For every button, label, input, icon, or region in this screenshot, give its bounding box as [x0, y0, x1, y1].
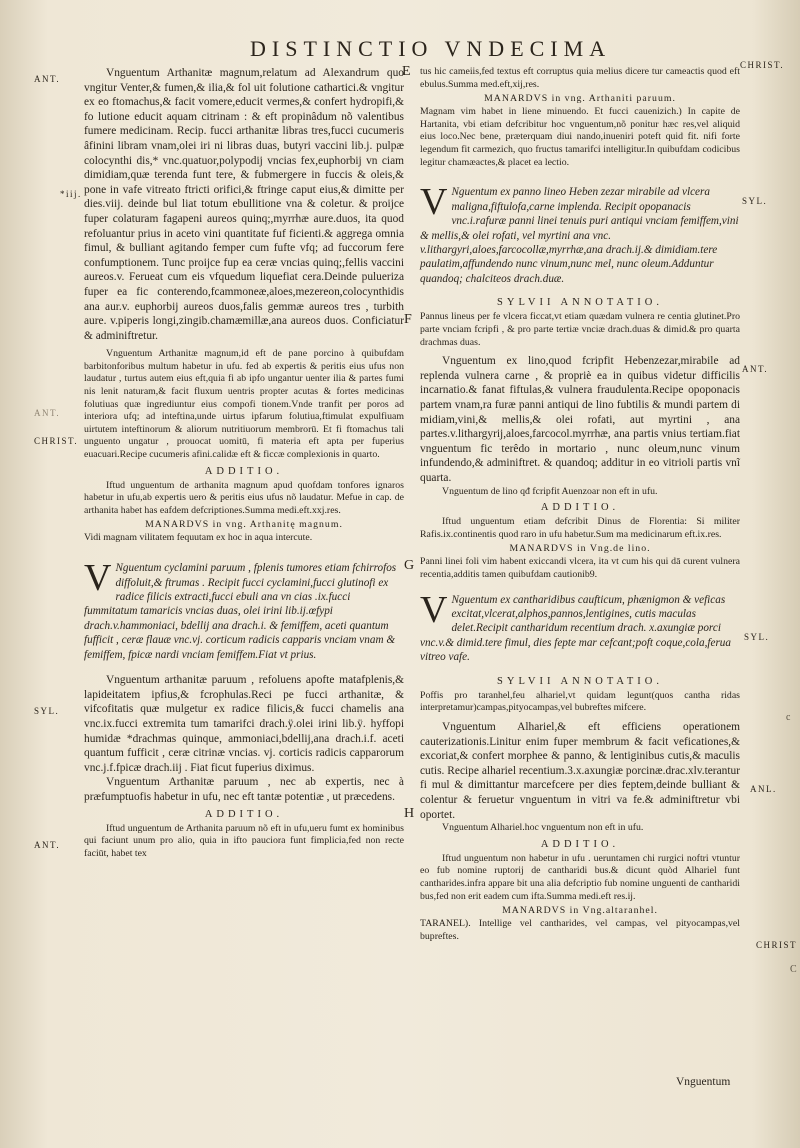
paragraph-arthanita-paruum-usu: Vnguentum Arthanitæ paruum , nec ab expertis, nec à præfumptuofis habetur in ufu, nec eft tantæ potentiæ , ut præcedens. — [84, 776, 404, 803]
paragraph-cantharidibus — [420, 588, 740, 665]
heading-manardus: MANARDVS in vng. Arthanitę magnum. — [145, 519, 343, 531]
margin-ant-right: ANT. — [742, 364, 769, 374]
heading-additio: ADDITIO. — [204, 465, 284, 477]
margin-syl-right: SYL. — [744, 632, 770, 642]
paragraph-christophorus: Vnguentum Arthanitæ magnum,id eft de pane porcino à quibufdam barbitonforibus multum habetur in ufu. fed ab expertis & peritis eius ufus non laudatur , turtus autem eius eft,quia fi ab ipfo ungantur uenter ilia & partes fumi nis lenit naturam,& facit fluxum uentris propter acutas & fortes medicinas folutiuas quæ ingrediuntur eius compofi tionem.Vnde tranfit per poros ad interiora ufq; ad inteftina,unde uirtus ipfarum folutiua,ftimulat expulfiuam uirtutem inteftinorum & aliorum nutritiuorum membrorū. Et fi ftomachus tali unguento ungatur , prouocat uomitū, fi materia eft apta per fuperius euacuari.Recipe cucumeris afini.calidæ eft & ficcæ complexionis in quarto. — [84, 348, 404, 461]
drop-cap-v: V — [420, 588, 448, 631]
paragraph-alhariel-usu: Vnguentum Alhariel.hoc vnguentum non eft in ufu. — [442, 822, 644, 834]
paragraph-heben — [420, 181, 740, 286]
heading-manardus: MANARDVS in Vng.de lino. — [509, 543, 651, 555]
heading-manardus: MANARDVS in Vng.altaranhel. — [502, 905, 658, 917]
cantharidibus-text: Nguentum ex cantharidibus caufticum, phænigmon & veficas excitat,vlcerat,alphos,pannos,lentigines, cutis maculas delet.Recipit cantharidum recentium drach. x.axungiæ porci vnc.v.& dimid.tere fimul, dies fepte mar cefcant;poft coque,cola,ferua vitreo vafe. — [420, 593, 731, 664]
margin-syl: SYL. — [34, 706, 60, 716]
margin-christ-right: CHRIST. — [740, 60, 785, 70]
catchword: Vnguentum — [676, 1076, 731, 1088]
paragraph-manardus-note: Panni linei foli vim habent exiccandi vlcera, ita vt cum his qui dā curent vulnera recentia,additis tamen quibufdam cautionib9. — [420, 556, 740, 580]
cyclamini-text: Nguentum cyclamini paruum , fplenis tumores etiam fchirrofos diffoluit,& ftrumas . Recipit fucci cyclamini,fucci glutinofi ex radice filicis extracti,fucci ebuli ana vn cias .ix.fucci fummitatum tamaricis vncias duas, olei irini lib.ij.œfypi drach.v.hammoniaci, bdellij ana drach.i. & femiffem, aceti quantum fufficit , ceræ flauæ vnc.vj. corticum radicis capparis vnciam vnam & femiffem, fpicæ nardi vnciam femiffem.Fiat vt prius. — [84, 562, 397, 661]
paragraph-cyclamini — [84, 557, 404, 662]
paragraph-additio: Iftud unguentum de Arthanita paruum nõ eft in ufu,ueru fumt ex hominibus qui faciunt unum pro alio, quia in ifto pauciora funt fimplicia,fed non recte faciūt, habet tex — [84, 822, 404, 859]
margin-christ-right: CHRIST — [756, 940, 798, 950]
paragraph-additio: Iftud unguentum etiam defcribit Dinus de Florentia: Si militer Rafis.ix.continentis quod raro in ufu habetur.Sum ma medicinarum eft.ix.res. — [420, 516, 740, 540]
paragraph-auenzoar: Vnguentum de lino qđ fcripfit Auenzoar non eft in ufu. — [442, 485, 658, 497]
heading-additio: ADDITIO. — [540, 502, 620, 514]
paragraph-additio: Iftud unguentum non habetur in ufu . ueruntamen chi rurgici noftri vtuntur eo fub nomine ruptorij de cantharidi bus.& dicunt quòd Alhariel funt cantharides.infra appare bit una alia defcriptio fub nomine unguenti de cantharidi bus,fed non erit eadem cum ifta.Summa medi.eft res.ij. — [420, 852, 740, 902]
drop-cap-v: V — [420, 181, 448, 224]
left-column — [84, 66, 404, 860]
margin-syl-right: SYL. — [742, 196, 768, 206]
paragraph-alhariel: Vnguentum Alhariel,& eft efficiens operationem cauterizationis.Linitur enim fuper membrum & facit veficationes,& excoriat,& confert morphee & panno, & lentiginibus cutis,& maculis cutis. Recipe alhariel recentium.3.x.axungiæ porcinæ.drac.xlv.terantur fi mul & dimittantur marcefcere per dies feptem,deinde bulliant & colentur & feruetur vnguentum in vitri va fe.& adminiftretur vbi oportet. — [420, 721, 740, 821]
paragraph-arthanita-paruum: Vnguentum arthanitæ paruum , refoluens apofte matafplenis,& lapideitatem ipfius,& fcrophulas.Reci pe fucci arthanitæ, & vifcofitatis quæ mulgetur ex radice filicis,& fucci chamelis ana vnc.ix.fucci extremita tum tamarifci drach.ÿ.olei irini lib.ÿ. hyffopi humidæ *drachmas quinque, ammoniaci,bdellij,ana drach.i.f. aceti quantum fufficit , ceræ citrinæ vncias. vj. corticis radicis capparorum vnc.j.f.fpicæ drach.iij . Fiat ficut fuperius diximus. — [84, 674, 404, 774]
signature-mark-f: F — [404, 312, 412, 327]
heading-sylvii: SYLVII ANNOTATIO. — [497, 675, 663, 687]
drop-cap-v: V — [84, 557, 112, 600]
paragraph-sylvii: Poffis pro taranhel,feu alhariel,vt quidam legunt(quos cantha ridas interpretamur)campas,pityocampas,vel bubreftes mifcere. — [420, 689, 740, 714]
signature-mark-e: E — [402, 64, 411, 79]
heading-additio: ADDITIO. — [204, 808, 284, 820]
edge-letter: C — [790, 964, 797, 975]
margin-ant: ANT. — [34, 840, 61, 850]
paragraph-taranel: TARANEL). Intellige vel cantharides, vel campas, vel pityocampas,vel bupreftes. — [420, 918, 740, 942]
heading-sylvii: SYLVII ANNOTATIO. — [497, 297, 663, 309]
signature-mark-g: G — [404, 558, 415, 573]
heben-text: Nguentum ex panno lineo Heben zezar mirabile ad vlcera maligna,fiftulofa,carne implenda. Recipit opopanacis vnc.i.rafuræ panni linei tenuis puri antiqui vnciam femiffem,vini & mellis,& olei rofati, vel myrtini ana vnc. v.lithargyri,aloes,farcocollæ,myrrhæ,ana drach.ij.& dimidiam.tere paulatim,affundendo nunc vinum,nunc mel, nunc oleum.Adduntur quandoq; chalciteos drach.duæ. — [420, 186, 739, 285]
paragraph-manardus-note: Magnam vim habet in liene minuendo. Et fucci cauenizich.) In capite de Hartanita, vbi etiam defcribitur hoc vnguentum,nõ ponitur hæc res,vel aliquid eius loco.Nec bene, præterquam diui nando,inueniri poteft quid fit. nifi forte legendum fit carmezich, quo fructus tamarifci intelligitur.In quibufdam codicibus legitur chamæactes,& placet ea lectio. — [420, 106, 740, 168]
paragraph-continuation: tus hic cameiis,fed textus eft corruptus quia melius dicere tur cameactis quod eft ebulus.Summa med.eft,xij,res. — [420, 66, 740, 90]
heading-manardus: MANARDVS in vng. Arthaniti paruum. — [484, 93, 676, 105]
margin-ant-faint: ANT. — [34, 408, 61, 418]
paragraph-vidi: Vidi magnam vilitatem fequutam ex hoc in aqua intercute. — [84, 532, 313, 544]
paragraph-vnguentum-ex-lino: Vnguentum ex lino,quod fcripfit Hebenzezar,mirabile ad replenda vulnera carne , & propriè ea in quibus videtur difficilis incarnatio.& fanat fiftulas,& vulnera fraudulenta.Recipe opoponacis partem vnam,ra furæ panni antiqui de lino fubtilis & mundi partem di midiam,vini,& mellis,& olei rofati, aut myrtini , ana partes.v.lithargyrij,aloes,farcocol.myrrhæ, ana partis vnius tertiam.fiat vnguentum fic terêdo in mortario , nunc oleum,nunc vinum infundendo,& adminiftret. & quandoq; additur in eo vitrioli partis vnĩ quarta. — [420, 355, 740, 484]
edge-letter: c — [786, 712, 791, 723]
margin-christ: CHRIST. — [34, 436, 79, 446]
paragraph-additio: Iftud unguentum de arthanita magnum apud quofdam tonfores ignaros habetur in ufu,ab expertis uero & peritis eius ufus nõ laudatur. Mefue in cap. de arthanita habet has eafdem defcriptiones.Summa medi.eft.xxj.res. — [84, 479, 404, 516]
running-head: DISTINCTIO VNDECIMA — [250, 36, 612, 61]
heading-additio: ADDITIO. — [540, 838, 620, 850]
paragraph-sylvii: Pannus lineus per fe vlcera ficcat,vt etiam quædam vulnera re centia glutinet.Pro parte vnciam fcripfi , & pro parte tertiæ vnciæ drach.duas & dimid.& pro quarta drachmas duas. — [420, 311, 740, 348]
margin-ant: ANT. — [34, 74, 61, 84]
signature-mark-h: H — [404, 806, 415, 821]
right-column — [420, 66, 740, 943]
paragraph-arthanita-magnum: Vnguentum Arthanitæ magnum,relatum ad Alexandrum quo vngitur Venter,& fumen,& ilia,& fol uit folutione cathartici.& vngitur ex eo ftomachus,& facit vomere,educit vermes,& confert hydropifi,& fo lutione educit aquam citrinam : & eft propinâdum nõ valentibus fumere medicinam. Recip. fucci arthanitæ libras tres,fucci cucumeris âfinini libram vnam,olei iri ni libras duas, butyri vaccini lib.j. pulpæ colocynthi dis,* vnc.quatuor,polypodij vncias fex,euphorbij vn ciam dimidiam,quæ terenda funt tere, & fubmergere in fuccis & oleis,& pone in vafe vitreato ftricti orifici,& ftringe caput eius,& dimitte per dies.viij. deinde bul liat totum ebullitione vna & coletur. & proijce fuper colaturam fagapeni aureos quinq;,myrrhæ aure.duos, ita quod refoluantur prius in aceto vini quantitate fuf ficienti.& aggrega omnia fimul, & bulliant agitando femper cum fufte vfq; ad fuccorum fere confumptionem. Tunc proijce fup ea ceræ vncias quinq;,fellis vaccini aureos.v. Ferueat cum eis vfquedum liquefiat cera.Deinde pulueriza fuper ea fic conterendo,fcammoneæ,aloes,mezereon,colocynthidis ana aur.v. euphorbij aureos duos,falis gemmæ aureos tres , turbith aure. v.piperis longi,zingib.chamæmillæ,ana aureos duos. Conficiatur & adminiftretur. — [84, 67, 404, 342]
margin-asterisk-iij: *iij. — [60, 189, 82, 199]
margin-anl-right: ANL. — [750, 784, 777, 794]
